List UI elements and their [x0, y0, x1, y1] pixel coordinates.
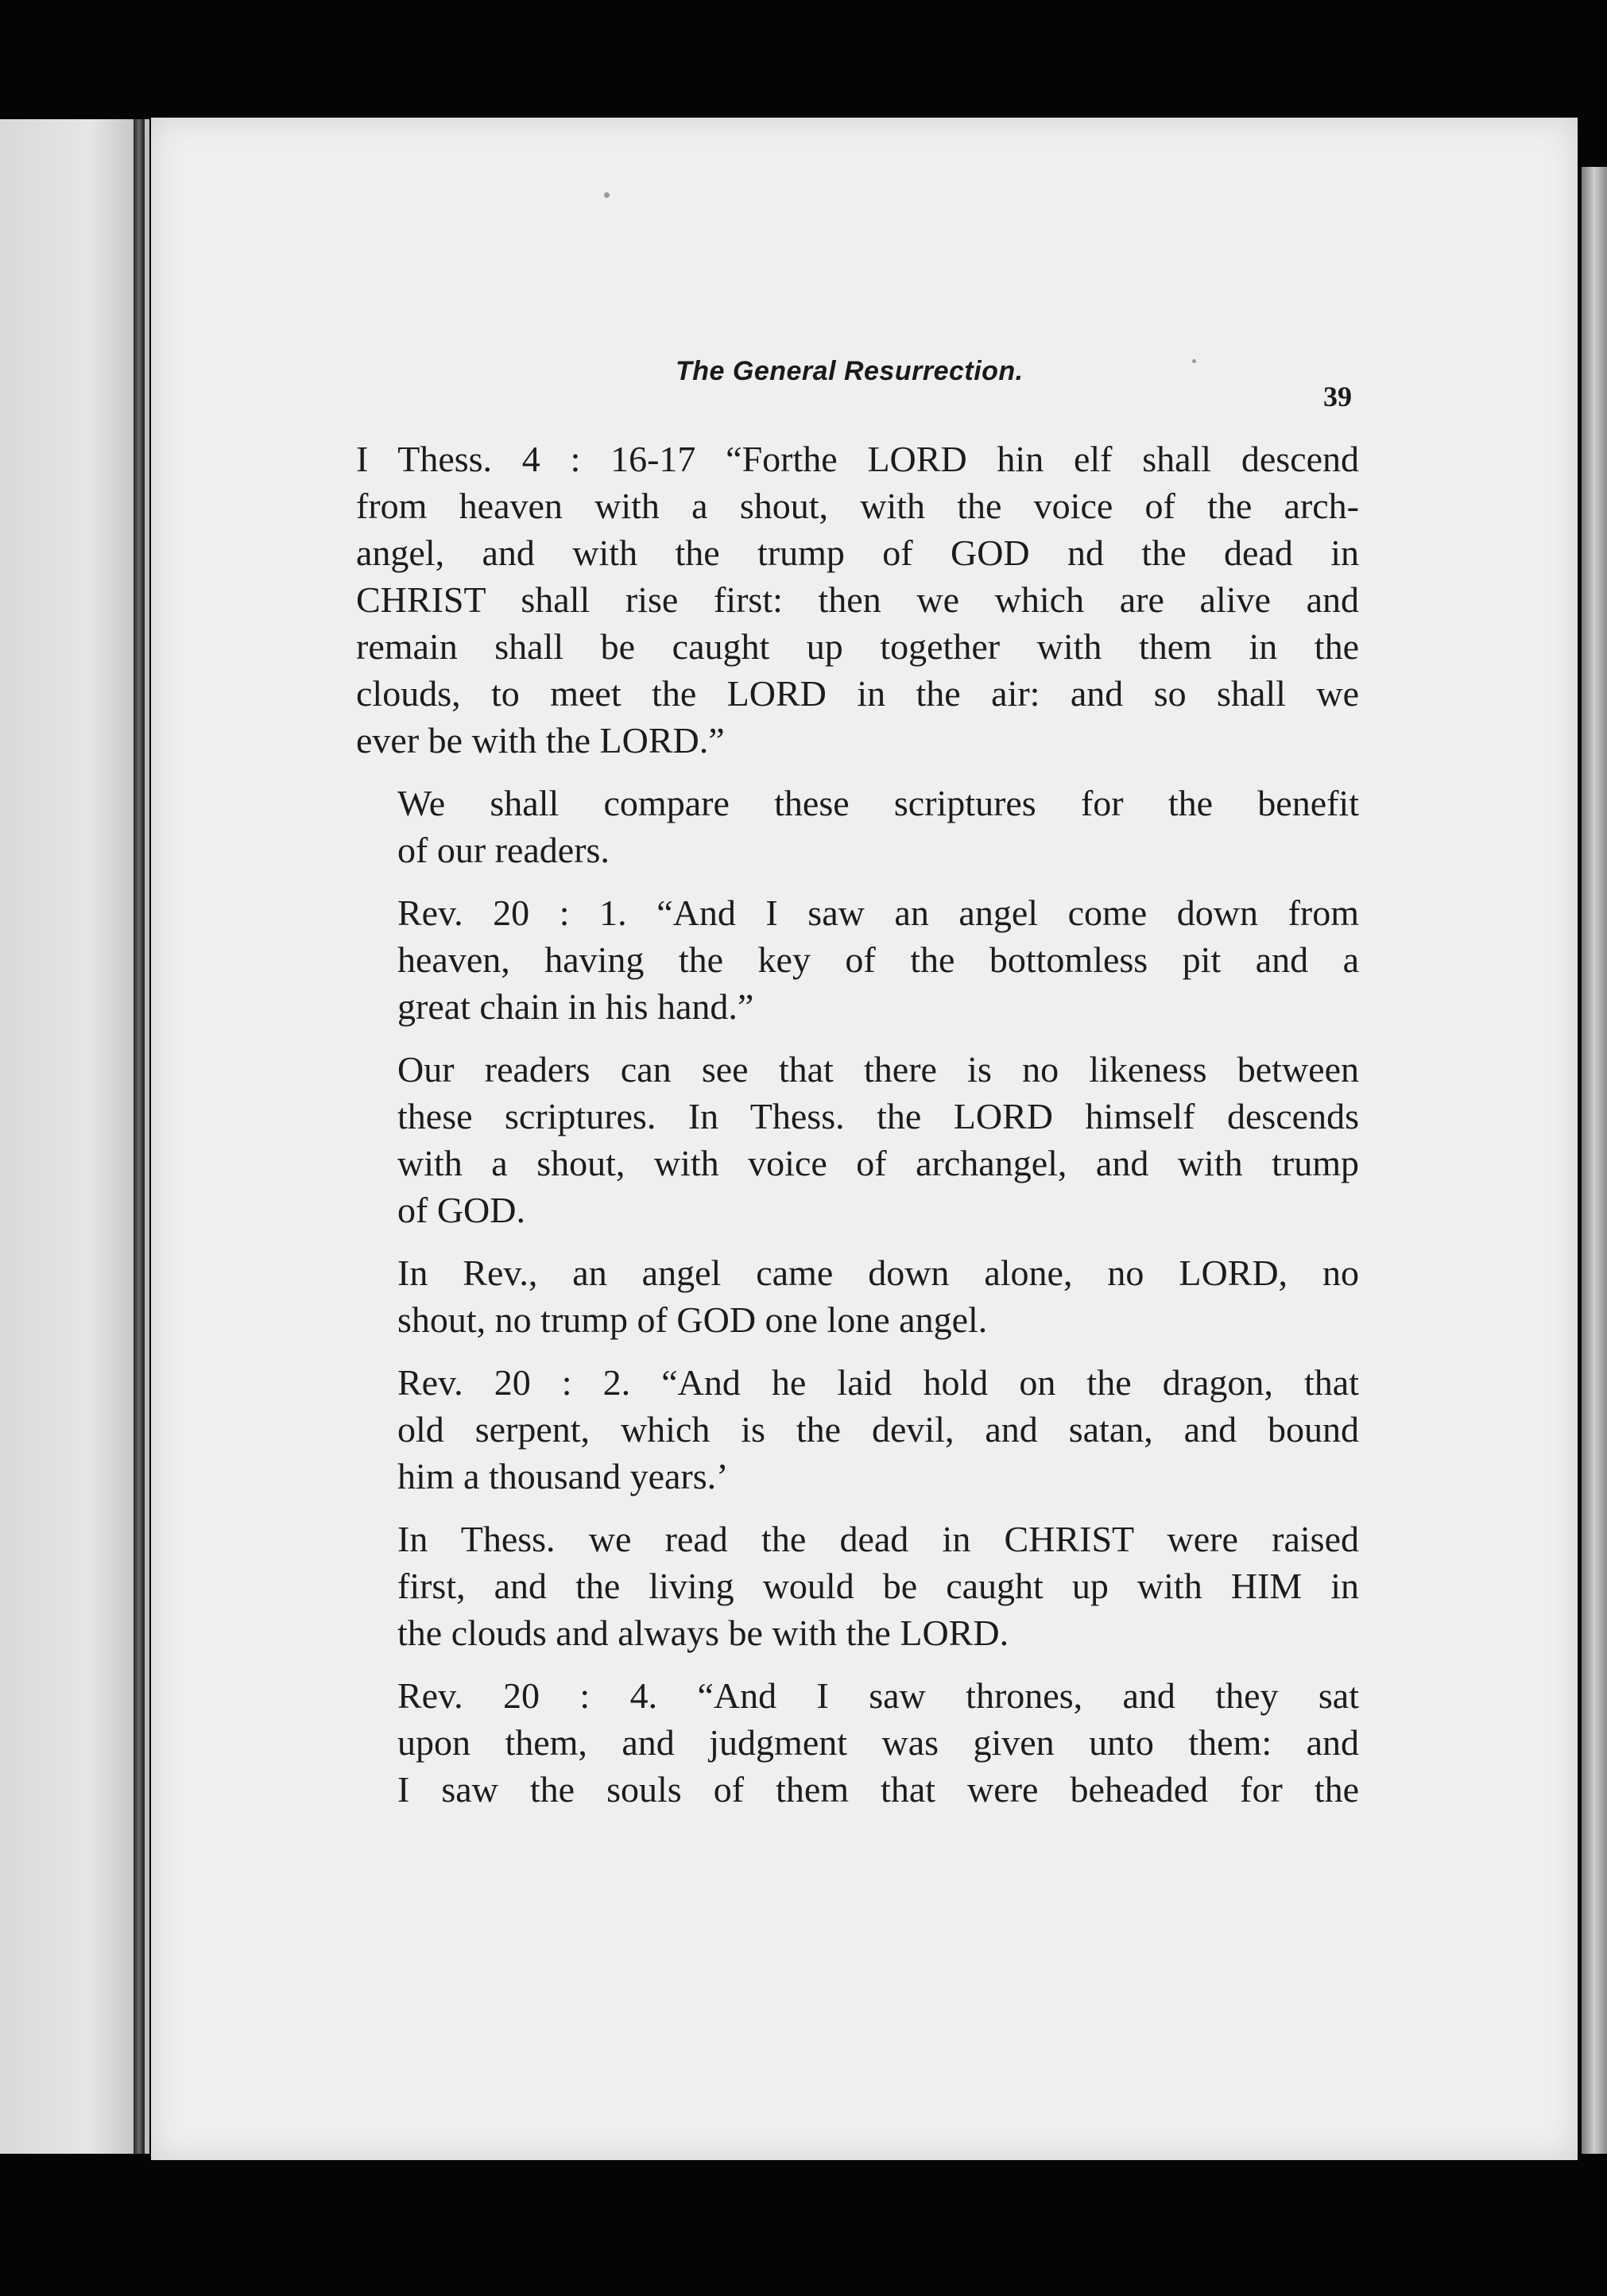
text-line: I Thess. 4 : 16-17 “Forthe LORD hin elf shall descend — [356, 439, 1359, 479]
paragraph-rev-20-1 — [356, 889, 1359, 1030]
gutter-shadow — [134, 119, 145, 2154]
text-line: the clouds and always be with the LORD. — [397, 1613, 1009, 1653]
text-line: with a shout, with voice of archangel, and with trump — [397, 1143, 1359, 1183]
text-line: remain shall be caught up together with them in the — [356, 626, 1359, 667]
paragraph-no-likeness — [356, 1046, 1359, 1233]
text-line: Rev. 20 : 1. “And I saw an angel come down from — [397, 892, 1359, 933]
facing-page-edge — [0, 119, 149, 2154]
text-line: In Rev., an angel came down alone, no LORD, no — [397, 1253, 1359, 1293]
paragraph-dead-raised-first — [356, 1516, 1359, 1656]
text-line: shout, no trump of GOD one lone angel. — [397, 1299, 988, 1340]
text-line: Rev. 20 : 2. “And he laid hold on the dragon, that — [397, 1362, 1359, 1403]
text-line: these scriptures. In Thess. the LORD himself descends — [397, 1096, 1359, 1136]
text-line: Rev. 20 : 4. “And I saw thrones, and they sat — [397, 1675, 1359, 1716]
text-line: We shall compare these scriptures for the benefit — [397, 783, 1359, 823]
text-line: upon them, and judgment was given unto them: and — [397, 1722, 1359, 1763]
text-line: In Thess. we read the dead in CHRIST were raised — [397, 1519, 1359, 1559]
paragraph-compare — [356, 780, 1359, 873]
paragraph-rev-20-4 — [356, 1672, 1359, 1813]
paragraph-quote-thessalonians — [356, 436, 1359, 764]
text-line: ever be with the LORD.” — [356, 720, 725, 761]
page-body-text — [356, 436, 1359, 1829]
dust-speck — [604, 192, 610, 198]
text-line: angel, and with the trump of GOD nd the dead in — [356, 532, 1359, 573]
running-title: The General Resurrection. — [676, 356, 1024, 386]
text-line: Our readers can see that there is no likeness between — [397, 1049, 1359, 1090]
text-line: CHRIST shall rise first: then we which are alive and — [356, 579, 1359, 620]
text-line: first, and the living would be caught up with HIM in — [397, 1566, 1359, 1606]
text-line: I saw the souls of them that were beheaded for the — [397, 1769, 1359, 1810]
text-line: heaven, having the key of the bottomless pit and a — [397, 939, 1359, 980]
text-line: of GOD. — [397, 1190, 525, 1230]
page-fore-edge — [1582, 167, 1607, 2154]
text-line: old serpent, which is the devil, and satan, and bound — [397, 1409, 1359, 1450]
text-line: clouds, to meet the LORD in the air: and so shall we — [356, 673, 1359, 714]
paragraph-lone-angel — [356, 1249, 1359, 1343]
text-line: of our readers. — [397, 830, 610, 870]
paragraph-rev-20-2 — [356, 1359, 1359, 1500]
page-number: 39 — [1323, 381, 1352, 412]
text-line: great chain in his hand.” — [397, 986, 754, 1027]
dust-speck — [1192, 359, 1196, 363]
text-line: him a thousand years.’ — [397, 1456, 729, 1496]
text-line: from heaven with a shout, with the voice of the arch- — [356, 486, 1359, 526]
